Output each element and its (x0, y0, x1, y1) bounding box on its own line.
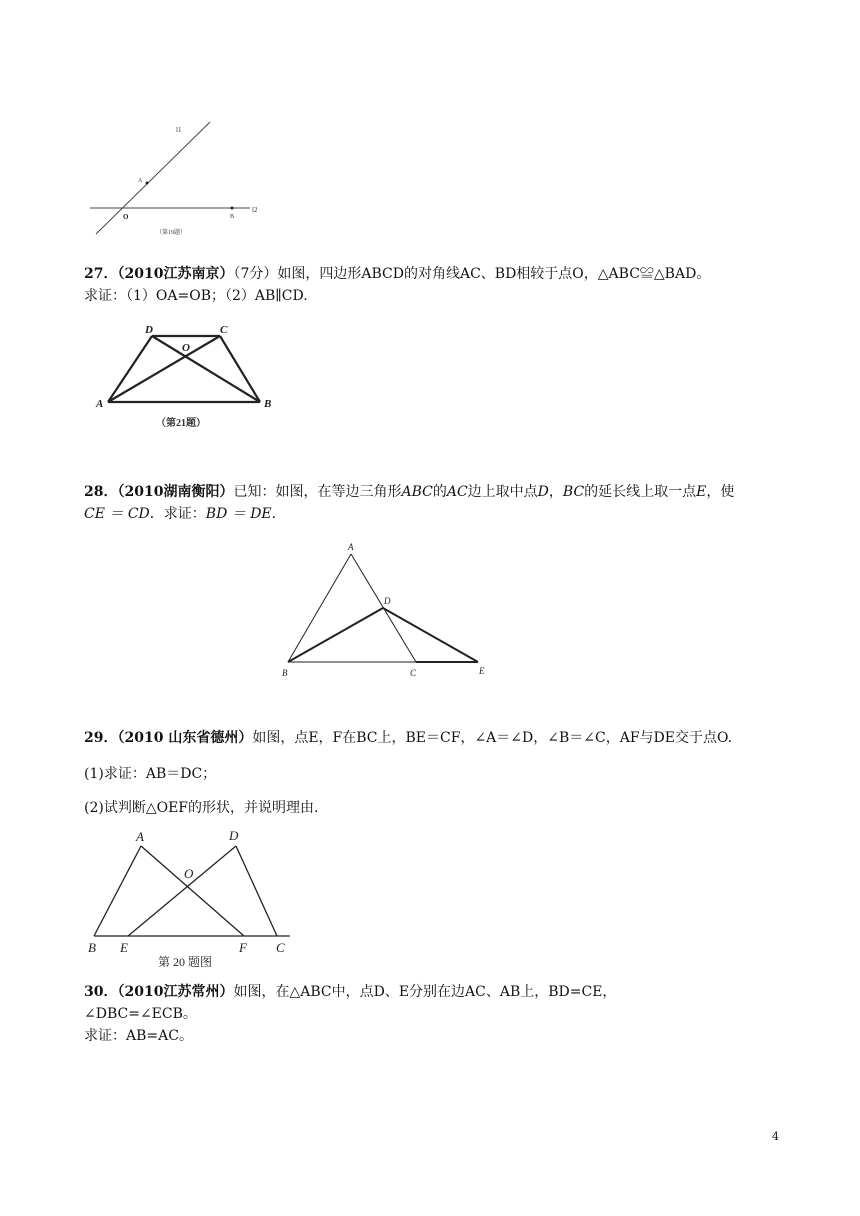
q30-line2 (84, 1004, 197, 1024)
fig28-label-e: E (479, 666, 485, 676)
figure-19 (84, 112, 274, 242)
q28-var: BD ＝ DE (205, 506, 272, 522)
q28-text: ． (271, 506, 286, 522)
q30-source: （2010江苏常州） (117, 984, 234, 1000)
label-a: A (138, 178, 143, 184)
q28-line2 (84, 504, 286, 524)
fig29-label-a: A (136, 829, 144, 844)
fig29-label-e: E (120, 940, 128, 955)
page-number: 4 (772, 1130, 779, 1143)
fig27-label-b: B (264, 398, 272, 410)
fig28-label-b: B (282, 668, 288, 678)
q28-var: BC (562, 484, 585, 500)
q29-line3 (84, 798, 318, 818)
fig27-label-c: C (220, 324, 228, 336)
q29-line2 (84, 764, 216, 784)
q28-text: 的 (432, 484, 447, 500)
label-l1: l1 (176, 126, 182, 134)
fig28-label-c: C (410, 668, 417, 678)
label-b: B (230, 214, 235, 220)
q30-line1 (84, 982, 616, 1002)
q28-var: D (537, 484, 549, 500)
fig29-label-o: O (184, 866, 194, 881)
q28-source: （2010湖南衡阳） (117, 484, 234, 500)
figure-27 (90, 318, 290, 434)
q28-text: ．求证： (149, 506, 206, 522)
q28-var: CE ＝ CD (84, 506, 150, 522)
figure-28 (276, 538, 496, 684)
figure-29-caption: 第 20 题图 (158, 955, 213, 969)
q28-text: ， (548, 484, 563, 500)
q30-number: 30． (84, 984, 118, 1000)
point-a (146, 182, 149, 185)
fig27-label-a: A (96, 398, 104, 410)
q28-line1 (84, 482, 734, 502)
q27-line2 (84, 286, 308, 306)
q28-text: 边上取中点 (467, 484, 538, 500)
point-b (231, 207, 234, 210)
fig28-label-d: D (384, 596, 391, 606)
q28-var: ABC (401, 484, 433, 500)
figure-19-caption: （第19题） (156, 230, 187, 236)
q29-source: （2010 山东省德州） (117, 730, 253, 746)
line-l1 (96, 122, 210, 234)
q27-number: 27． (84, 266, 118, 282)
q29-text3: (2)试判断△OEF的形状，并说明理由. (84, 800, 319, 816)
fig29-label-b: B (88, 940, 96, 955)
q29-number: 29． (84, 730, 118, 746)
fig27-label-o: O (182, 342, 190, 354)
q28-text: 已知：如图，在等边三角形 (233, 484, 402, 500)
fig27-label-d: D (145, 324, 153, 336)
figure-27-caption: （第21题） (156, 418, 206, 429)
q30-text1: 如图，在△ABC中，点D、E分别在边AC、AB上，BD=CE， (233, 984, 617, 1000)
q30-line3 (84, 1026, 193, 1046)
q28-text: 的延长线上取一点 (584, 484, 697, 500)
q28-var: AC (446, 484, 468, 500)
fig29-label-c: C (276, 940, 285, 955)
q27-text2: 求证：（1）OA=OB；（2）AB∥CD. (84, 288, 308, 304)
label-l2: l2 (252, 206, 258, 214)
q27-text1: （7分）如图，四边形ABCD的对角线AC、BD相较于点O，△ABC≌△BAD。 (233, 266, 711, 282)
q27-source: （2010江苏南京） (117, 266, 234, 282)
q28-text: ，使 (706, 484, 735, 500)
figure-29 (84, 826, 304, 970)
label-o: O (123, 213, 129, 221)
q29-text2: (1)求证：AB＝DC； (84, 766, 217, 782)
q30-text2: ∠DBC=∠ECB。 (84, 1006, 197, 1022)
q28-var: E (696, 484, 707, 500)
q29-line1 (84, 728, 732, 748)
q27-line1 (84, 264, 710, 284)
q29-text1: 如图，点E，F在BC上，BE＝CF，∠A＝∠D，∠B＝∠C，AF与DE交于点O. (252, 730, 733, 746)
q30-text3: 求证：AB=AC。 (84, 1028, 193, 1044)
fig28-label-a: A (348, 542, 354, 552)
fig29-label-d: D (229, 828, 239, 843)
fig29-label-f: F (239, 940, 247, 955)
q28-number: 28． (84, 484, 118, 500)
